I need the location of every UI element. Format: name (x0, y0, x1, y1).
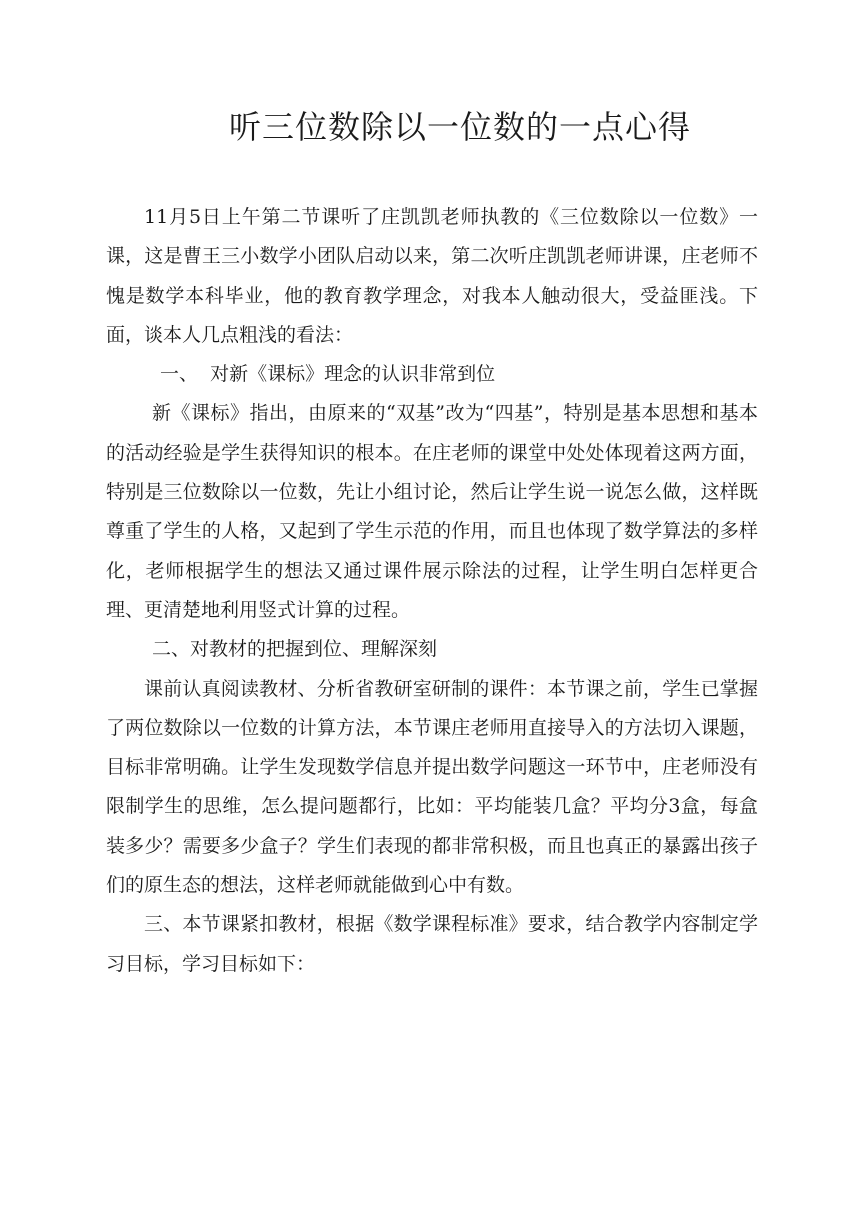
document-title: 听三位数除以一位数的一点心得 (228, 108, 691, 146)
section-heading-1: 一、 对新《课标》理念的认识非常到位 (160, 363, 496, 386)
section-2-paragraph: 课前认真阅读教材、分析省教研室研制的课件：本节课之前，学生已掌握了两位数除以一位数的计算方法，本节课庄老师用直接导入的方法切入课题，目标非常明确。让学生发现数学信息并提出数学问题这一环节中，庄老师没有限制学生的思维，怎么提问题都行，比如：平均能装几盒？平均分3盒，每盒装多少？需要多少盒子？学生们表现的都非常积极，而且也真正的暴露出孩子们的原生态的想法，这样老师就能做到心中有数。 (106, 677, 758, 897)
section-1-paragraph: 新《课标》指出，由原来的“双基”改为“四基”，特别是基本思想和基本的活动经验是学生获得知识的根本。在庄老师的课堂中处处体现着这两方面，特别是三位数除以一位数，先让小组讨论，然后让学生说一说怎么做，这样既尊重了学生的人格，又起到了学生示范的作用，而且也体现了数学算法的多样化，老师根据学生的想法又通过课件展示除法的过程，让学生明白怎样更合理、更清楚地利用竖式计算的过程。 (106, 402, 758, 621)
section-3-paragraph: 三、本节课紧扣教材，根据《数学课程标准》要求，结合教学内容制定学习目标，学习目标如下： (106, 913, 758, 975)
intro-paragraph: 11月5日上午第二节课听了庄凯凯老师执教的《三位数除以一位数》一课，这是曹王三小数学小团队启动以来，第二次听庄凯凯老师讲课，庄老师不愧是数学本科毕业，他的教育教学理念，对我本人触动很大，受益匪浅。下面，谈本人几点粗浅的看法： (106, 206, 758, 346)
section-heading-2: 二、对教材的把握到位、理解深刻 (152, 638, 438, 661)
document-body (106, 198, 758, 984)
